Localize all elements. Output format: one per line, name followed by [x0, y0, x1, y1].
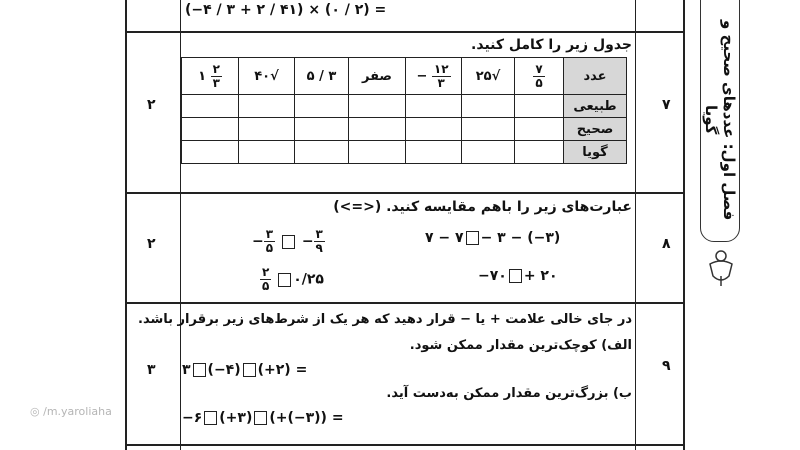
answer-cell[interactable]: [239, 141, 295, 164]
answer-cell[interactable]: [295, 118, 349, 141]
watermark: [30, 405, 112, 418]
question-prompt: عبارت‌های زیر را باهم مقایسه کنید. (<=>): [333, 199, 632, 215]
answer-cell[interactable]: [462, 95, 515, 118]
answer-cell[interactable]: [406, 95, 462, 118]
comparison-left-1: − $\frac{۳}{۵}$ − $\frac{۳}{۹}$: [252, 227, 323, 255]
part-b-prompt: ب) بزرگ‌ترین مقدار ممکن به‌دست آید.: [386, 386, 632, 401]
question-score: ۲: [147, 97, 156, 113]
question-score: ۳: [147, 362, 156, 378]
row-label: صحیح: [564, 118, 627, 141]
question-score: ۲: [147, 236, 156, 252]
answer-cell[interactable]: [406, 118, 462, 141]
answer-cell[interactable]: [349, 141, 406, 164]
answer-cell[interactable]: [462, 141, 515, 164]
table-row: [182, 141, 627, 164]
answer-box[interactable]: [282, 235, 295, 249]
row-divider: [125, 302, 685, 304]
part-a-prompt: الف) کوچک‌ترین مقدار ممکن شود.: [409, 338, 632, 353]
question-number: ۹: [662, 358, 671, 374]
table-header-cell: $\frac{۱۲}{۳}$ −: [406, 58, 462, 95]
table-row: [182, 118, 627, 141]
row-divider: [125, 31, 685, 33]
answer-cell[interactable]: [462, 118, 515, 141]
table-row: [182, 95, 627, 118]
expression-b: −۶ (+۳) (+(−۳)) =: [182, 410, 344, 426]
answer-cell[interactable]: [239, 95, 295, 118]
comparison-right-1: ۷ − ۷ − ۳ − (−۳): [425, 230, 561, 246]
watermark-handle: /m.yaroliaha: [43, 405, 112, 418]
question-prompt: جدول زیر را کامل کنید.: [471, 37, 632, 53]
expression-a: ۳ (−۴) (+۲) =: [182, 362, 308, 378]
sign-box[interactable]: [204, 411, 217, 425]
answer-cell[interactable]: [515, 141, 564, 164]
answer-box[interactable]: [509, 269, 522, 283]
answer-cell[interactable]: [295, 141, 349, 164]
answer-cell[interactable]: [349, 118, 406, 141]
row-divider: [125, 192, 685, 194]
comparison-right-2: −۷۰ + ۲۰: [478, 268, 558, 284]
answer-box[interactable]: [466, 231, 479, 245]
table-header-label: عدد: [564, 58, 627, 95]
answer-cell[interactable]: [349, 95, 406, 118]
table-header-cell: ۳ / ۵: [295, 58, 349, 95]
question-number: ۸: [662, 236, 671, 252]
row-label: طبیعی: [564, 95, 627, 118]
sign-box[interactable]: [243, 363, 256, 377]
answer-cell[interactable]: [295, 95, 349, 118]
question-prompt: در جای خالی علامت + یا − قرار دهید که هر یک از شرط‌های زیر برقرار باشد.: [138, 312, 632, 327]
answer-cell[interactable]: [515, 118, 564, 141]
table-header-row: [182, 58, 627, 95]
row-label: گویا: [564, 141, 627, 164]
instagram-icon: ◎: [30, 405, 40, 418]
number-classification-table: [181, 57, 627, 164]
chapter-title: فصل اول: عددهای صحیح و گویا: [702, 19, 738, 221]
number-column-divider: [635, 0, 636, 450]
sign-box[interactable]: [254, 411, 267, 425]
table-header-cell: √۲۵: [462, 58, 515, 95]
answer-cell[interactable]: [182, 118, 239, 141]
decorative-ornament-icon: [702, 248, 740, 288]
row-divider: [125, 444, 685, 446]
sign-box[interactable]: [193, 363, 206, 377]
table-header-cell: √۴۰: [239, 58, 295, 95]
comparison-left-2: $\frac{۲}{۵}$ ۰/۲۵: [262, 265, 324, 293]
top-expression: (−۴ / ۳ + ۲ / ۴۱) × (۰ / ۲) =: [185, 2, 387, 18]
answer-cell[interactable]: [515, 95, 564, 118]
answer-cell[interactable]: [239, 118, 295, 141]
table-header-cell: صفر: [349, 58, 406, 95]
question-number: ۷: [662, 97, 671, 113]
table-header-cell: $\frac{۲}{۳}$ ۱: [182, 58, 239, 95]
answer-cell[interactable]: [182, 95, 239, 118]
answer-cell[interactable]: [182, 141, 239, 164]
table-header-cell: $\frac{۷}{۵}$: [515, 58, 564, 95]
answer-box[interactable]: [278, 273, 291, 287]
answer-cell[interactable]: [406, 141, 462, 164]
